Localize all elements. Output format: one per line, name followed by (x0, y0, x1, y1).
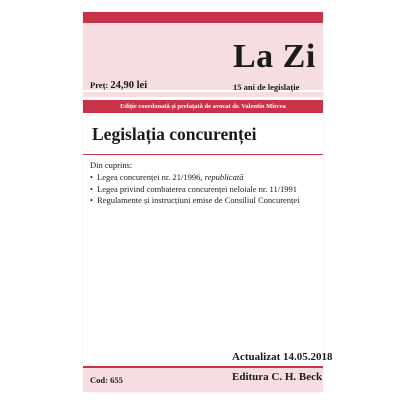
bullet-icon: • (90, 172, 93, 182)
list-item-italic: republicată (204, 172, 244, 182)
product-code: Cod: 655 (90, 375, 123, 385)
list-item (90, 184, 300, 196)
footer-rule (83, 366, 323, 368)
book-cover (83, 12, 333, 392)
bullet-icon: • (90, 195, 93, 205)
editor-note: Ediție coordonată și prefațată de avocat dr. Valentin Mircea (83, 100, 323, 113)
top-accent-bar (83, 12, 323, 23)
contents-list (90, 172, 300, 207)
list-item-text: Legea concurenței nr. 21/1996, (97, 172, 205, 182)
updated-date: Actualizat 14.05.2018 (232, 351, 333, 363)
brand-tagline: 15 ani de legislație (233, 82, 300, 92)
brand-logo: La Zi (233, 38, 316, 75)
list-item-text: Regulamente și instrucțiuni emise de Consiliul Concurenței (97, 195, 300, 205)
title-divider (83, 154, 323, 155)
book-title: Legislația concurenței (92, 124, 257, 144)
list-item (90, 195, 300, 207)
list-item-text: Legea privind combaterea concurenței neloiale nr. 11/1991 (97, 183, 298, 194)
price-label (90, 80, 147, 91)
price-value: 24,90 lei (110, 80, 148, 91)
list-item (90, 172, 300, 184)
publisher-name: Editura C. H. Beck (232, 371, 323, 383)
contents-label: Din cuprins: (90, 160, 133, 170)
bullet-icon: • (90, 183, 93, 194)
price-prefix: Preț: (90, 80, 109, 90)
